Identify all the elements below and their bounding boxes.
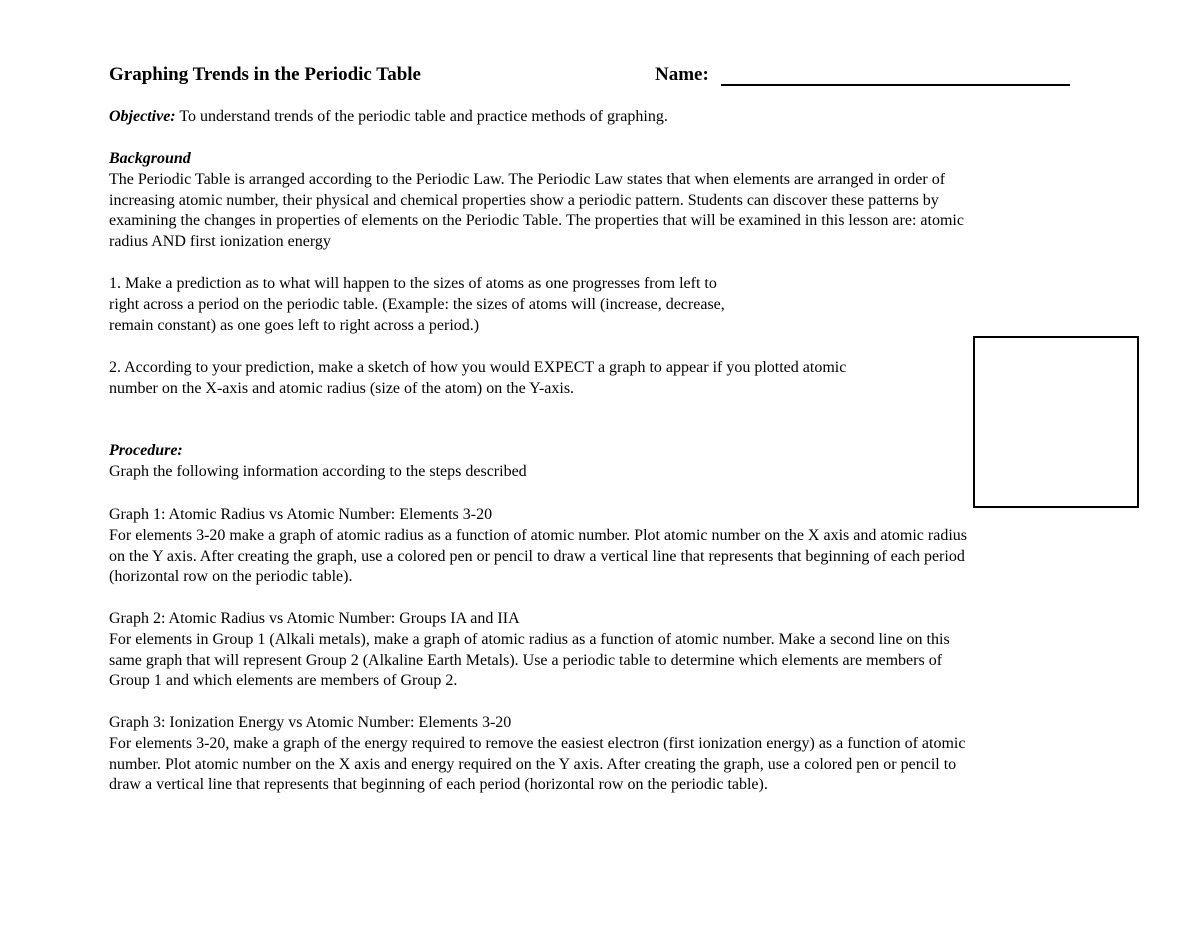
graph-3-line: number. Plot atomic number on the X axis and energy required on the Y axis. After creating the graph, use a colored pen or pencil to [109,755,957,773]
background-heading: Background [109,150,191,167]
sketch-answer-box[interactable] [973,336,1139,508]
graph-2-line: For elements in Group 1 (Alkali metals), make a graph of atomic radius as a function of atomic number. Make a second line on this [109,630,950,648]
question-2-line: 2. According to your prediction, make a sketch of how you would EXPECT a graph to appear if you plotted atomic [109,359,847,376]
graph-1-line: (horizontal row on the periodic table). [109,568,353,586]
graph-3-line: For elements 3-20, make a graph of the energy required to remove the easiest electron (first ionization energy) as a function of atomic [109,734,966,752]
objective-text: To understand trends of the periodic table and practice methods of graphing. [175,108,668,125]
question-2 [109,358,846,400]
background-line: radius AND first ionization energy [109,233,331,251]
graph-1-line: on the Y axis. After creating the graph, use a colored pen or pencil to draw a vertical line that represents that beginning of each period [109,547,965,565]
graph-3-line: draw a vertical line that represents that beginning of each period (horizontal row on the periodic table). [109,776,768,794]
background-line: increasing atomic number, their physical and chemical properties show a periodic pattern. Students can discover these patterns by [109,191,939,209]
name-label: Name: [655,64,709,85]
objective-label: Objective: [109,108,176,125]
question-1-line: remain constant) as one goes left to right across a period.) [109,316,480,334]
graph-2-section [109,609,950,692]
graph-3-section [109,713,965,796]
background-section [109,149,964,253]
graph-2-line: Group 1 and which elements are members of Group 2. [109,672,458,690]
question-2-line: number on the X-axis and atomic radius (size of the atom) on the Y-axis. [109,379,575,397]
graph-2-line: same graph that will represent Group 2 (Alkaline Earth Metals). Use a periodic table to determine which elements are members of [109,651,943,669]
question-1-line: right across a period on the periodic table. (Example: the sizes of atoms will (increase, decrease, [109,295,725,313]
procedure-text: Graph the following information according to the steps described [109,462,527,480]
graph-1-line: For elements 3-20 make a graph of atomic radius as a function of atomic number. Plot atomic number on the X axis and atomic radius [109,526,967,544]
question-1-line: 1. Make a prediction as to what will happen to the sizes of atoms as one progresses from left to [109,275,717,292]
graph-1-section [109,505,967,588]
background-line: examining the changes in properties of elements on the Periodic Table. The properties that will be examined in this lesson are: atomic [109,212,964,230]
objective-paragraph [109,107,668,128]
name-blank-line[interactable] [721,84,1070,86]
background-line: The Periodic Table is arranged according to the Periodic Law. The Periodic Law states that when elements are arranged in order of [109,170,946,188]
procedure-heading: Procedure: [109,442,183,459]
graph-2-title: Graph 2: Atomic Radius vs Atomic Number: Groups IA and IIA [109,610,520,627]
graph-1-title: Graph 1: Atomic Radius vs Atomic Number: Elements 3-20 [109,506,493,523]
procedure-section [109,441,527,483]
page-title: Graphing Trends in the Periodic Table [109,64,421,85]
graph-3-title: Graph 3: Ionization Energy vs Atomic Number: Elements 3-20 [109,714,512,731]
question-1 [109,274,725,336]
